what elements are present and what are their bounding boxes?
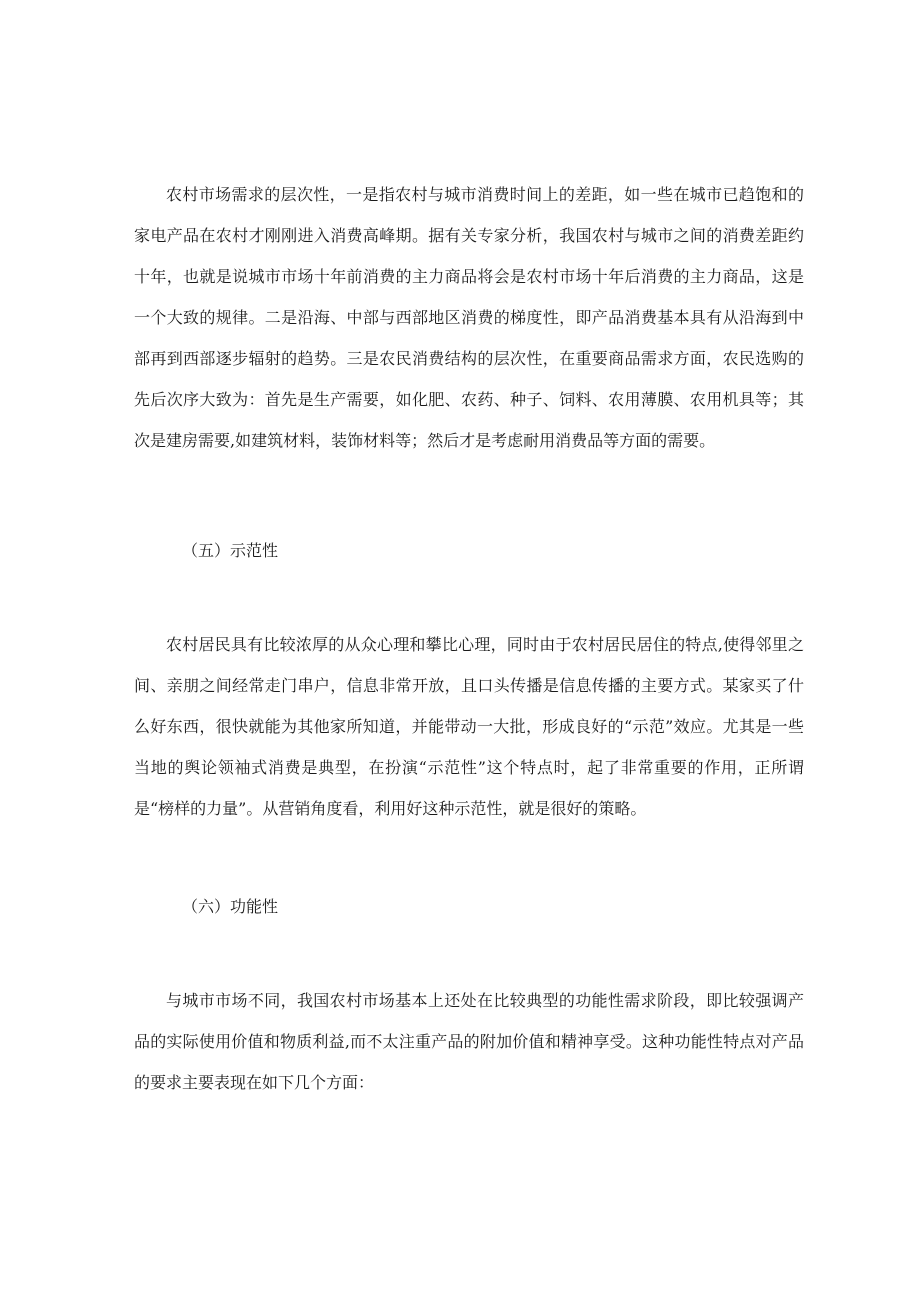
paragraph-demonstration: 农村居民具有比较浓厚的从众心理和攀比心理，同时由于农村居民居住的特点,使得邻里之间、亲朋之间经常走门串户，信息非常开放，且口头传播是信息传播的主要方式。某家买了什么好东西，很快就能为其他家所知道，并能带动一大批，形成良好的“示范”效应。尤其是一些当地的舆论领袖式消费是典型，在扮演“示范性”这个特点时，起了非常重要的作用，正所谓是“榜样的力量”。从营销角度看，利用好这种示范性，就是很好的策略。 bbox=[134, 635, 804, 818]
paragraph-functionality: 与城市市场不同，我国农村市场基本上还处在比较典型的功能性需求阶段，即比较强调产品的实际使用价值和物质利益,而不太注重产品的附加价值和精神享受。这种功能性特点对产品的要求主要表现在如下几个方面： bbox=[134, 991, 804, 1092]
section-heading-functionality: （六）功能性 bbox=[182, 897, 279, 916]
section-heading-demonstration: （五）示范性 bbox=[182, 541, 279, 560]
paragraph-consumption-hierarchy: 农村市场需求的层次性，一是指农村与城市消费时间上的差距，如一些在城市已趋饱和的家电产品在农村才刚刚进入消费高峰期。据有关专家分析，我国农村与城市之间的消费差距约十年，也就是说城市市场十年前消费的主力商品将会是农村市场十年后消费的主力商品，这是一个大致的规律。二是沿海、中部与西部地区消费的梯度性，即产品消费基本具有从沿海到中部再到西部逐步辐射的趋势。三是农民消费结构的层次性，在重要商品需求方面，农民选购的先后次序大致为：首先是生产需要，如化肥、农药、种子、饲料、农用薄膜、农用机具等；其次是建房需要,如建筑材料，装饰材料等；然后才是考虑耐用消费品等方面的需要。 bbox=[134, 185, 804, 450]
